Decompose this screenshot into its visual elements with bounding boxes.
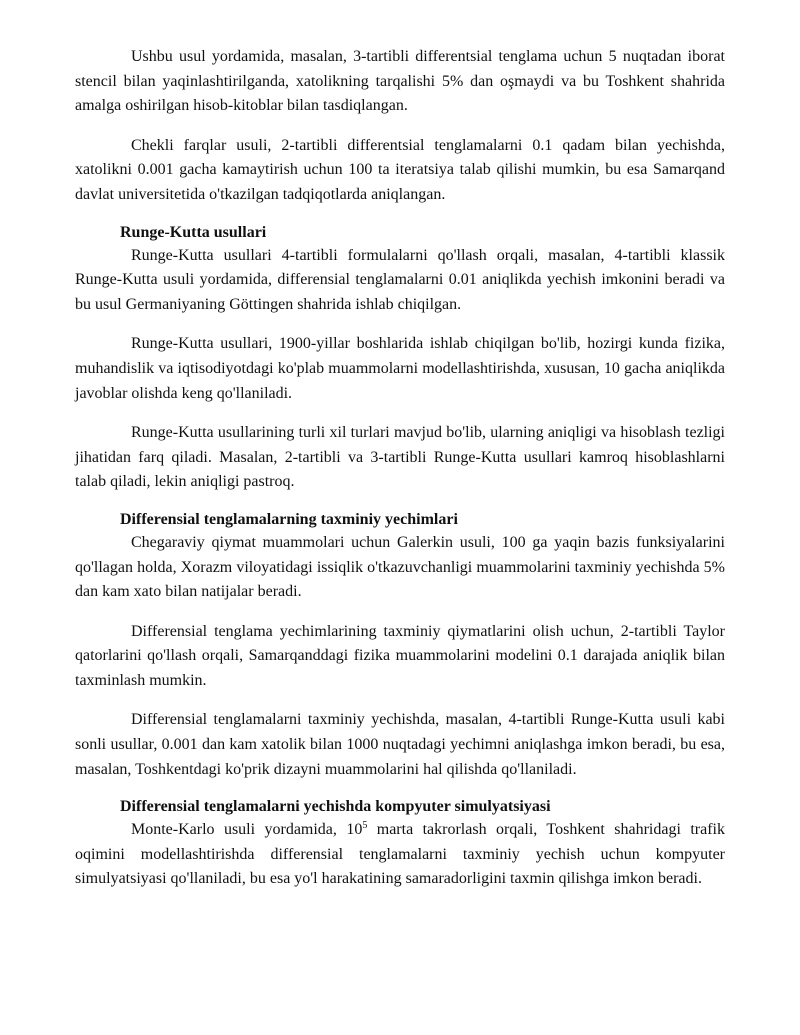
approx-paragraph-3: Differensial tenglamalarni taxminiy yechishda, masalan, 4-tartibli Runge-Kutta usuli kabi sonli usullar, 0.001 dan kam xatolik bilan 1000 nuqtadagi yechimni aniqlashga imkon beradi, bu esa, masalan, Toshkentdagi ko'prik dizayni muammolarini hal qilishda qo'llaniladi. <box>75 711 725 778</box>
runge-paragraph-3: Runge-Kutta usullarining turli xil turlari mavjud bo'lib, ularning aniqligi va hisoblash tezligi jihatidan farq qiladi. Masalan, 2-tartibli va 3-tartibli Runge-Kutta usullari kamroq hisoblashlarni talab qiladi, lekin aniqligi pastroq. <box>75 424 725 491</box>
simulation-paragraph <box>75 818 725 892</box>
simulation-text-suffix: marta takrorlash orqali, Toshkent shahridagi trafik oqimini modellashtirishda differensial tenglamalarni taxminiy yechish uchun kompyuter simulyatsiyasi qo'llaniladi, bu esa yo'l harakatining samaradorligini taxmin qilishga imkon beradi. <box>75 821 725 888</box>
approx-paragraph-1: Chegaraviy qiymat muammolari uchun Galerkin usuli, 100 ga yaqin bazis funksiyalarini qo'llagan holda, Xorazm viloyatidagi issiqlik o'tkazuvchanligi muammolarini taxminiy yechishda 5% dan kam xato bilan natijalar beradi. <box>75 533 725 601</box>
runge-paragraph-2: Runge-Kutta usullari, 1900-yillar boshlarida ishlab chiqilgan bo'lib, hozirgi kunda fizika, muhandislik va iqtisodiyotdagi ko'plab muammolarni modellashtirishda, xususan, 10 gacha aniqlikda javoblar olishda keng qo'llaniladi. <box>75 335 725 402</box>
document-page <box>75 45 725 892</box>
intro-paragraph-1: Ushbu usul yordamida, masalan, 3-tartibli differentsial tenglama uchun 5 nuqtadan iborat stencil bilan yaqinlashtirilganda, xatolikning tarqalishi 5% dan oşmaydi va bu Toshkent shahrida amalga oshirilgan hisob-kitoblar bilan tasdiqlangan. <box>75 48 725 115</box>
exponent-superscript: 5 <box>362 820 368 832</box>
section-heading-computer-simulation: Differensial tenglamalarni yechishda kompyuter simulyatsiyasi <box>120 798 551 816</box>
section-heading-approximate-solutions: Differensial tenglamalarning taxminiy yechimlari <box>120 510 458 528</box>
section-heading-runge-kutta: Runge-Kutta usullari <box>120 223 267 241</box>
approx-paragraph-2: Differensial tenglama yechimlarining taxminiy qiymatlarini olish uchun, 2-tartibli Taylor qatorlarini qo'llash orqali, Samarqanddagi fizika muammolarini modelini 0.1 darajada aniqlik bilan taxminlash mumkin. <box>75 622 725 689</box>
simulation-text-prefix: Monte-Karlo usuli yordamida, 10 <box>131 821 363 839</box>
runge-paragraph-1: Runge-Kutta usullari 4-tartibli formulalarni qo'llash orqali, masalan, 4-tartibli klassik Runge-Kutta usuli yordamida, differensial tenglamalarni 0.01 aniqlikda yechish imkonini beradi va bu usul Germaniyaning Göttingen shahrida ishlab chiqilgan. <box>75 246 725 313</box>
intro-paragraph-2: Chekli farqlar usuli, 2-tartibli differentsial tenglamalarni 0.1 qadam bilan yechishda, xatolikni 0.001 gacha kamaytirish uchun 100 ta iteratsiya talab qilishi mumkin, bu esa Samarqand davlat universitetida o'tkazilgan tadqiqotlarda aniqlangan. <box>75 136 725 203</box>
